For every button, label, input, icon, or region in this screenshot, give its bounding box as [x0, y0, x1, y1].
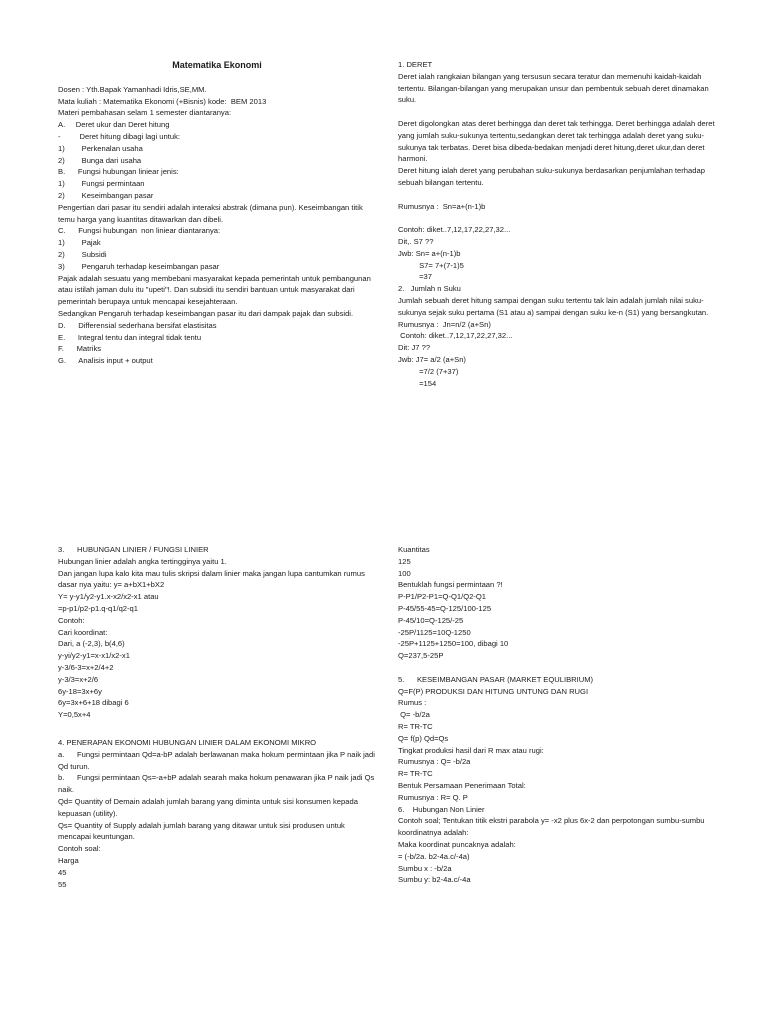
formula-line: -25P+1125+1250=100, dibagi 10	[398, 639, 509, 649]
lecturer-line: Dosen : Yth.Bapak Yamanhadi Idris,SE,MM.	[58, 84, 207, 94]
tax-definition: Pajak adalah sesuatu yang membebani masyarakat kepada pemerintah untuk pembangunan atau istilah jaman dulu itu "upeti"!. Dan subsidi itu sendiri bantuan untuk masyarakat dari pemerintah berupaya untuk mencapai kesejahteraan.	[58, 273, 373, 307]
outline-item: F. Matriks	[58, 344, 102, 354]
formula-line: R= TR-TC	[398, 721, 433, 731]
text-line: b. Fungsi permintaan Qs=-a+bP adalah searah maka hokum penawaran jika P naik jadi Qs naik.	[58, 773, 377, 795]
text-line: Contoh soal:	[58, 844, 101, 854]
example-line: Jwb: Sn= a+(n-1)b	[398, 248, 461, 258]
example-line: Dit: J7 ??	[398, 343, 431, 353]
text-line: Contoh soal; Tentukan titik ekstri parabola y= -x2 plus 6x-2 dan perpotongan sumbu-sumbu koordinatnya adalah:	[398, 816, 707, 838]
text-line: 125	[398, 556, 411, 566]
deret-section	[398, 59, 716, 389]
outline-item: C. Fungsi hubungan non liniear diantaranya:	[58, 226, 221, 236]
text-line: Kuantitas	[398, 545, 430, 554]
formula-line: Q=237,5-25P	[398, 651, 444, 661]
example-line: Dit,. S7 ??	[398, 236, 434, 246]
materials-intro: Materi pembahasan selam 1 semester diantaranya:	[58, 108, 232, 118]
outline-item: 2) Subsidi	[58, 249, 107, 259]
formula-line: Y= y-y1/y2-y1.x-x2/x2-x1 atau	[58, 592, 159, 602]
formula-line: Sumbu x : -b/2a	[398, 863, 452, 873]
formula: Rumusnya : Sn=a+(n-1)b	[398, 201, 486, 211]
page-title: Matematika Ekonomi	[172, 60, 262, 70]
formula-line: Q= -b/2a	[398, 710, 430, 720]
example-line: =7/2 (7+37)	[398, 366, 459, 376]
text-line: Harga	[58, 855, 79, 865]
formula-line: Dari, a (-2,3), b(4,6)	[58, 639, 125, 649]
text-line: Rumus :	[398, 698, 427, 708]
text-line: a. Fungsi permintaan Qd=a-bP adalah berlawanan maka hokum permintaan jika P naik jadi Qd turun.	[58, 749, 378, 771]
outline-item: 1) Perkenalan usaha	[58, 143, 143, 153]
formula-line: y-yi/y2-y1=x-x1/x2-x1	[58, 651, 130, 661]
example-line: Contoh: diket..7,12,17,22,27,32...	[398, 225, 511, 235]
paragraph: Deret digolongkan atas deret berhingga dan deret tak terhingga. Deret berhingga adalah deret yang jumlah suku-sukunya tertentu,sedangkan deret tak terhingga adalah deret yang suku-sukunya tak terbatas. Deret bisa dibeda-bedakan menjadi deret hitung,deret ukur,dan deret harmoni.	[398, 118, 717, 164]
text-line: 55	[58, 879, 67, 889]
text-line: Qs= Quantity of Supply adalah jumlah barang yang ditawar untuk sisi produsen untuk mencapai keuntungan.	[58, 820, 347, 842]
linear-function-section	[58, 544, 376, 890]
text-line: Cari koordinat:	[58, 627, 108, 637]
syllabus-section	[58, 60, 376, 367]
formula-line: y-3/6-3=x+2/4+2	[58, 662, 114, 672]
formula-line: 6y=3x+6+18 dibagi 6	[58, 698, 129, 708]
outline-item: G. Analisis input + output	[58, 356, 153, 366]
example-line: S7= 7+(7-1)5	[398, 260, 464, 270]
text-line: Bentuk Persamaan Penerimaan Total:	[398, 780, 526, 790]
example-line: =37	[398, 272, 432, 282]
formula-line: 6y-18=3x+6y	[58, 686, 102, 696]
formula-line: -25P/1125=10Q-1250	[398, 627, 471, 637]
subsection-heading: 6. Hubungan Non Linier	[398, 804, 485, 814]
example-line: Rumusnya : Jn=n/2 (a+Sn)	[398, 319, 491, 329]
text-line: Bentuklah fungsi permintaan ?!	[398, 580, 503, 590]
paragraph: Deret ialah rangkaian bilangan yang tersusun secara teratur dan memenuhi kaidah-kaidah tertentu. Bilangan-bilangan yang merupakan unsur dan pembentuk sebuah deret dinamakan suku.	[398, 71, 711, 105]
text-line: Hubungan linier adalah angka tertingginya yaitu 1.	[58, 556, 227, 566]
section-heading: 5. KESEIMBANGAN PASAR (MARKET EQULIBRIUM)	[398, 674, 594, 684]
outline-item: D. Differensial sederhana bersifat elastisitas	[58, 320, 217, 330]
outline-item: 1) Pajak	[58, 238, 101, 248]
formula-line: Rumusnya : R= Q. P	[398, 792, 468, 802]
market-definition: Pengertian dari pasar itu sendiri adalah interaksi abstrak (dimana pun). Keseimbangan titik temu harga yang kuantitas ditawarkan dan dibeli.	[58, 202, 365, 224]
section-heading: 1. DERET	[398, 60, 433, 69]
market-equilibrium-section	[398, 544, 716, 886]
text-line: Maka koordinat puncaknya adalah:	[398, 839, 516, 849]
outline-item: B. Fungsi hubungan liniear jenis:	[58, 167, 179, 177]
formula-line: Y=0,5x+4	[58, 710, 91, 720]
outline-item: E. Integral tentu dan integral tidak tentu	[58, 332, 202, 342]
paragraph: Jumlah sebuah deret hitung sampai dengan suku tertentu tak lain adalah jumlah nilai suku-sukunya sejak suku pertama (S1 atau a) sampai dengan suku ke-n (S1) yang bersangkutan.	[398, 295, 709, 317]
text-line: Tingkat produksi hasil dari R max atau rugi:	[398, 745, 544, 755]
outline-item: 3) Pengaruh terhadap keseimbangan pasar	[58, 261, 220, 271]
paragraph: Deret hitung ialah deret yang perubahan suku-sukunya berdasarkan penjumlahan terhadap sebuah bilangan tertentu.	[398, 166, 708, 187]
text-line: 45	[58, 867, 67, 877]
text-line: Qd= Quantity of Demain adalah jumlah barang yang diminta untuk sisi konsumen kepada kepuasan (utility).	[58, 796, 361, 818]
formula-line: Q= f(p) Qd=Qs	[398, 733, 449, 743]
text-line: Contoh:	[58, 615, 85, 625]
example-line: =154	[398, 378, 437, 388]
section-heading: 4. PENERAPAN EKONOMI HUBUNGAN LINIER DALAM EKONOMI MIKRO	[58, 737, 317, 747]
formula-line: R= TR-TC	[398, 769, 433, 779]
tax-effect-note: Sedangkan Pengaruh terhadap keseimbangan pasar itu dari dampak pajak dan subsidi.	[58, 308, 354, 318]
outline-item: A. Deret ukur dan Deret hitung	[58, 120, 170, 130]
section-heading: 3. HUBUNGAN LINIER / FUNGSI LINIER	[58, 545, 209, 554]
formula-line: = (-b/2a. b2-4a.c/-4a)	[398, 851, 470, 861]
subsection-heading: 2. Jumlah n Suku	[398, 284, 461, 294]
formula-line: Sumbu y: b2-4a.c/-4a	[398, 875, 471, 885]
course-line: Mata kuliah : Matematika Ekonomi (+Bisnis) kode: BEM 2013	[58, 96, 267, 106]
formula-line: Rumusnya : Q= -b/2a	[398, 757, 471, 767]
formula-line: P-45/55-45=Q-125/100-125	[398, 603, 492, 613]
example-line: Jwb: J7= a/2 (a+Sn)	[398, 354, 466, 364]
formula-line: y-3/3=x+2/6	[58, 674, 99, 684]
formula-line: P-P1/P2-P1=Q-Q1/Q2-Q1	[398, 592, 486, 602]
text-line: 100	[398, 568, 411, 578]
outline-item: 2) Keseimbangan pasar	[58, 190, 154, 200]
outline-item: 2) Bunga dari usaha	[58, 155, 142, 165]
formula-line: P-45/10=Q-125/-25	[398, 615, 464, 625]
outline-item: 1) Fungsi permintaan	[58, 179, 145, 189]
example-line: Contoh: diket..7,12,17,22,27,32...	[398, 331, 513, 341]
formula-line: =p-p1/p2-p1.q-q1/q2-q1	[58, 603, 139, 613]
text-line: Q=F(P) PRODUKSI DAN HITUNG UNTUNG DAN RUGI	[398, 686, 589, 696]
outline-item: - Deret hitung dibagi lagi untuk:	[58, 131, 180, 141]
text-line: Dan jangan lupa kalo kita mau tulis skripsi dalam linier maka jangan lupa cantumkan rumus dasar nya yaitu: y= a+bX1+bX2	[58, 568, 367, 590]
